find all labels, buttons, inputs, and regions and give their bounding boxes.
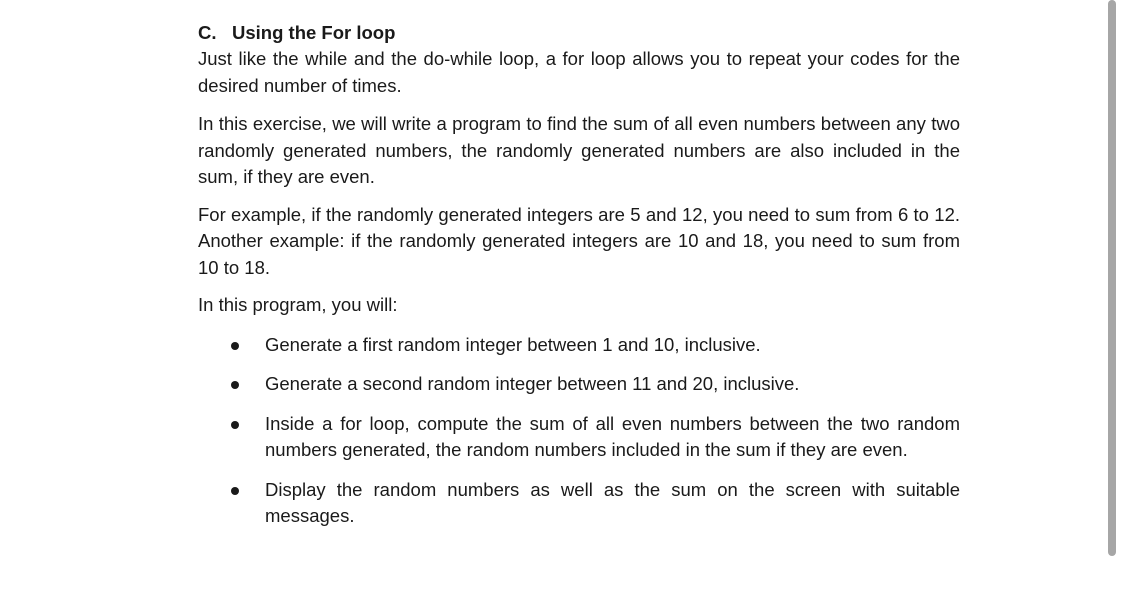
- list-item: [198, 477, 960, 530]
- bullet-icon: [231, 342, 239, 350]
- list-item: [198, 332, 960, 359]
- section-title: Using the For loop: [232, 22, 396, 43]
- list-item-text: Generate a first random integer between 1 and 10, inclusive.: [265, 333, 761, 355]
- task-list: [198, 332, 960, 530]
- section-heading: [198, 20, 960, 46]
- list-item-text: Generate a second random integer between 11 and 20, inclusive.: [265, 373, 800, 394]
- list-item-text: Inside a for loop, compute the sum of all even numbers between the two random numbers generated, the random numbers included in the sum if they are even.: [265, 412, 960, 460]
- program-intro-paragraph: In this program, you will:: [198, 294, 398, 315]
- example-paragraph: For example, if the randomly generated integers are 5 and 12, you need to sum from 6 to 12. Another example: if the randomly generated integers are 10 and 18, you need to sum from 10 to 18.: [198, 203, 960, 278]
- intro-paragraph: Just like the while and the do-while loop, a for loop allows you to repeat your codes for the desired number of times.: [198, 48, 960, 96]
- list-item: [198, 371, 960, 398]
- exercise-paragraph: In this exercise, we will write a program to find the sum of all even numbers between any two randomly generated numbers, the randomly generated numbers are also included in the sum, if they are even.: [198, 113, 960, 187]
- list-item-text: Display the random numbers as well as the sum on the screen with suitable messages.: [265, 478, 960, 526]
- scrollbar-thumb[interactable]: [1108, 0, 1116, 556]
- bullet-icon: [231, 421, 239, 429]
- section-letter: C.: [198, 22, 217, 43]
- list-item: [198, 411, 960, 464]
- document-page: [198, 20, 960, 530]
- vertical-scrollbar[interactable]: [1108, 0, 1116, 556]
- bullet-icon: [231, 381, 239, 389]
- bullet-icon: [231, 487, 239, 495]
